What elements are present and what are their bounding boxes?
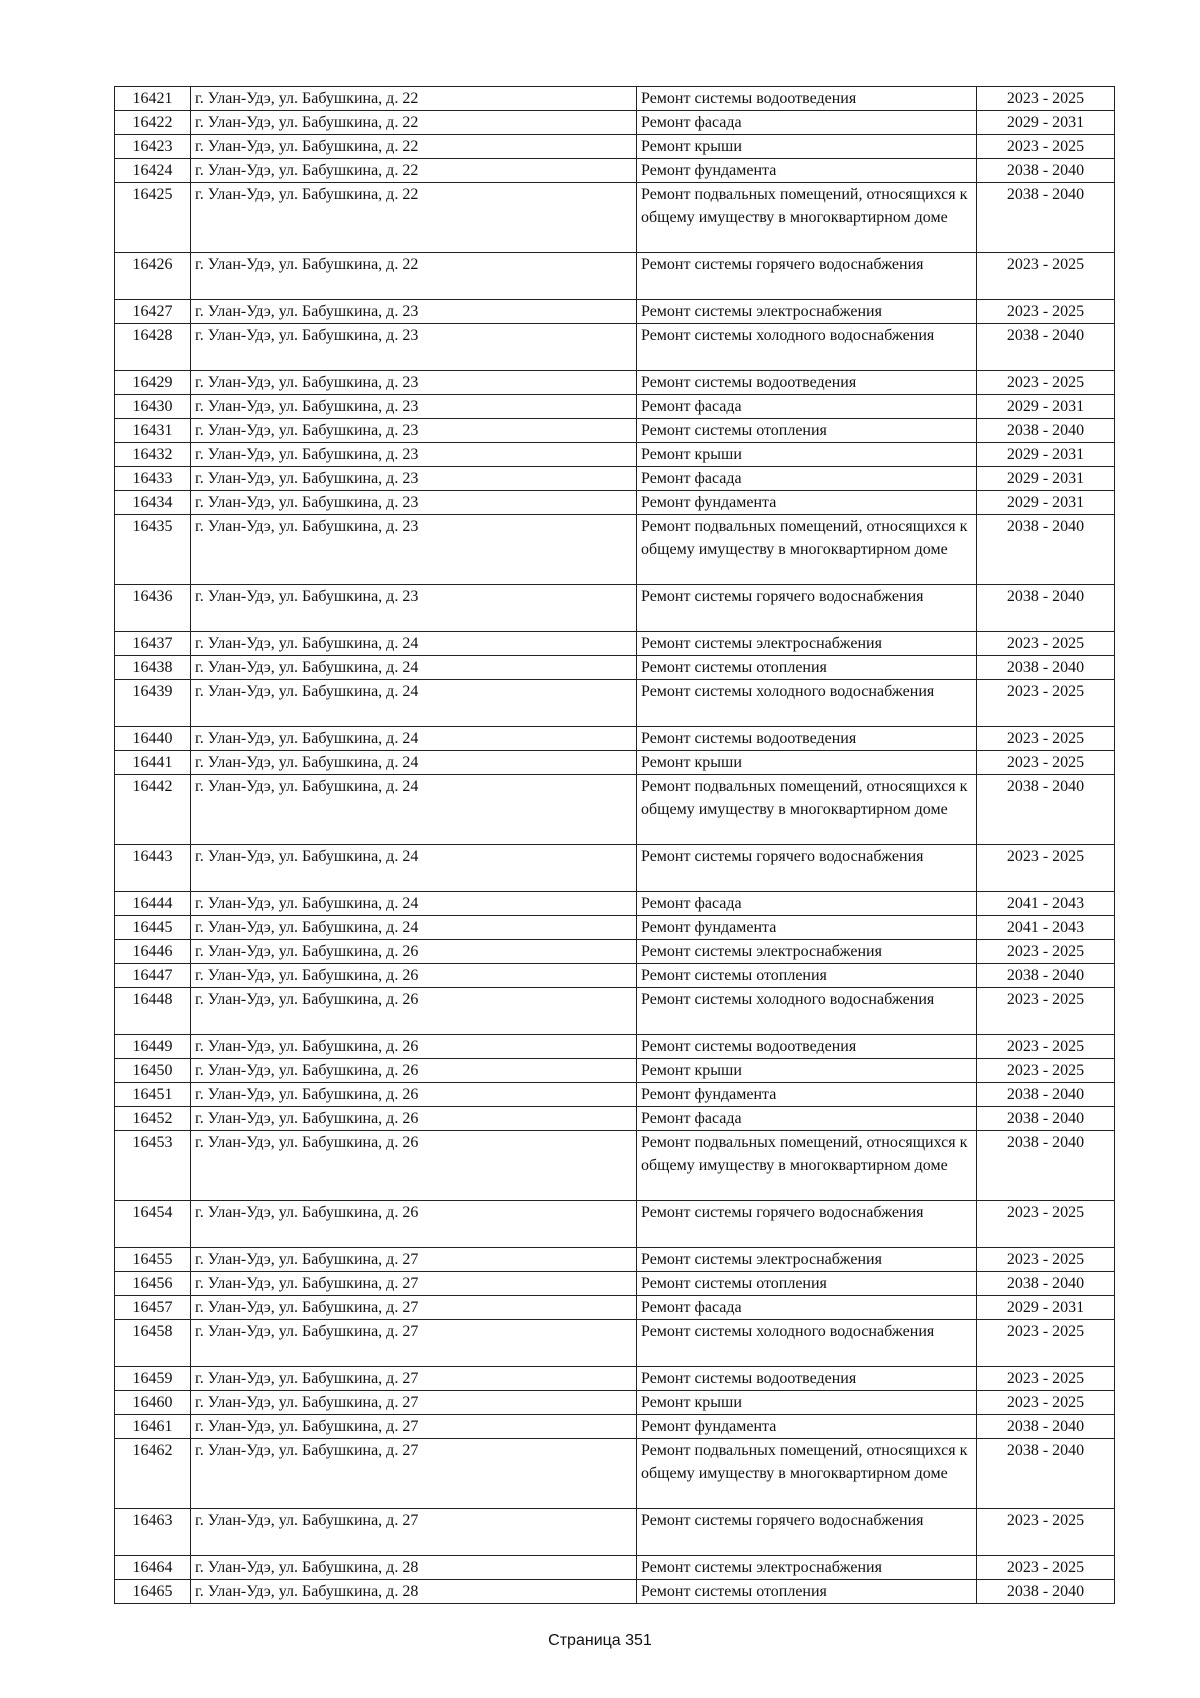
period-cell: 2023 - 2025 bbox=[977, 1248, 1115, 1272]
work-type-cell: Ремонт крыши bbox=[637, 751, 977, 775]
row-number-cell: 16438 bbox=[115, 656, 191, 680]
address-cell: г. Улан-Удэ, ул. Бабушкина, д. 27 bbox=[191, 1296, 637, 1320]
row-number-cell: 16436 bbox=[115, 585, 191, 632]
row-number-cell: 16449 bbox=[115, 1035, 191, 1059]
period-cell: 2029 - 2031 bbox=[977, 491, 1115, 515]
row-number-cell: 16423 bbox=[115, 135, 191, 159]
period-cell: 2023 - 2025 bbox=[977, 1201, 1115, 1248]
address-cell: г. Улан-Удэ, ул. Бабушкина, д. 28 bbox=[191, 1556, 637, 1580]
works-table-body bbox=[115, 87, 1115, 1604]
work-type-cell: Ремонт фундамента bbox=[637, 916, 977, 940]
row-number-cell: 16427 bbox=[115, 300, 191, 324]
table-row bbox=[115, 1391, 1115, 1415]
address-cell: г. Улан-Удэ, ул. Бабушкина, д. 26 bbox=[191, 1131, 637, 1201]
work-type-cell: Ремонт системы водоотведения bbox=[637, 1367, 977, 1391]
address-cell: г. Улан-Удэ, ул. Бабушкина, д. 26 bbox=[191, 964, 637, 988]
row-number-cell: 16432 bbox=[115, 443, 191, 467]
table-row bbox=[115, 632, 1115, 656]
row-number-cell: 16444 bbox=[115, 892, 191, 916]
address-cell: г. Улан-Удэ, ул. Бабушкина, д. 24 bbox=[191, 916, 637, 940]
row-number-cell: 16422 bbox=[115, 111, 191, 135]
table-row bbox=[115, 1415, 1115, 1439]
address-cell: г. Улан-Удэ, ул. Бабушкина, д. 26 bbox=[191, 1107, 637, 1131]
work-type-cell: Ремонт подвальных помещений, относящихся к общему имуществу в многоквартирном доме bbox=[637, 775, 977, 845]
table-row bbox=[115, 1509, 1115, 1556]
address-cell: г. Улан-Удэ, ул. Бабушкина, д. 27 bbox=[191, 1415, 637, 1439]
address-cell: г. Улан-Удэ, ул. Бабушкина, д. 24 bbox=[191, 892, 637, 916]
period-cell: 2038 - 2040 bbox=[977, 515, 1115, 585]
work-type-cell: Ремонт фундамента bbox=[637, 159, 977, 183]
period-cell: 2029 - 2031 bbox=[977, 111, 1115, 135]
row-number-cell: 16445 bbox=[115, 916, 191, 940]
row-number-cell: 16459 bbox=[115, 1367, 191, 1391]
work-type-cell: Ремонт системы водоотведения bbox=[637, 87, 977, 111]
work-type-cell: Ремонт системы отопления bbox=[637, 1272, 977, 1296]
table-row bbox=[115, 1320, 1115, 1367]
row-number-cell: 16439 bbox=[115, 680, 191, 727]
period-cell: 2023 - 2025 bbox=[977, 845, 1115, 892]
period-cell: 2041 - 2043 bbox=[977, 892, 1115, 916]
period-cell: 2023 - 2025 bbox=[977, 632, 1115, 656]
row-number-cell: 16463 bbox=[115, 1509, 191, 1556]
period-cell: 2029 - 2031 bbox=[977, 443, 1115, 467]
table-row bbox=[115, 1083, 1115, 1107]
work-type-cell: Ремонт системы электроснабжения bbox=[637, 300, 977, 324]
period-cell: 2038 - 2040 bbox=[977, 324, 1115, 371]
table-row bbox=[115, 159, 1115, 183]
table-row bbox=[115, 988, 1115, 1035]
address-cell: г. Улан-Удэ, ул. Бабушкина, д. 23 bbox=[191, 300, 637, 324]
table-row bbox=[115, 751, 1115, 775]
address-cell: г. Улан-Удэ, ул. Бабушкина, д. 22 bbox=[191, 159, 637, 183]
address-cell: г. Улан-Удэ, ул. Бабушкина, д. 23 bbox=[191, 395, 637, 419]
table-row bbox=[115, 111, 1115, 135]
row-number-cell: 16421 bbox=[115, 87, 191, 111]
work-type-cell: Ремонт фасада bbox=[637, 1296, 977, 1320]
work-type-cell: Ремонт системы водоотведения bbox=[637, 371, 977, 395]
work-type-cell: Ремонт крыши bbox=[637, 443, 977, 467]
table-row bbox=[115, 419, 1115, 443]
table-row bbox=[115, 515, 1115, 585]
address-cell: г. Улан-Удэ, ул. Бабушкина, д. 27 bbox=[191, 1272, 637, 1296]
table-row bbox=[115, 253, 1115, 300]
work-type-cell: Ремонт фасада bbox=[637, 1107, 977, 1131]
work-type-cell: Ремонт подвальных помещений, относящихся к общему имуществу в многоквартирном доме bbox=[637, 515, 977, 585]
table-row bbox=[115, 845, 1115, 892]
address-cell: г. Улан-Удэ, ул. Бабушкина, д. 27 bbox=[191, 1509, 637, 1556]
work-type-cell: Ремонт системы горячего водоснабжения bbox=[637, 585, 977, 632]
row-number-cell: 16448 bbox=[115, 988, 191, 1035]
work-type-cell: Ремонт системы горячего водоснабжения bbox=[637, 253, 977, 300]
work-type-cell: Ремонт системы горячего водоснабжения bbox=[637, 1201, 977, 1248]
work-type-cell: Ремонт фундамента bbox=[637, 1083, 977, 1107]
row-number-cell: 16429 bbox=[115, 371, 191, 395]
table-row bbox=[115, 1107, 1115, 1131]
address-cell: г. Улан-Удэ, ул. Бабушкина, д. 24 bbox=[191, 656, 637, 680]
address-cell: г. Улан-Удэ, ул. Бабушкина, д. 24 bbox=[191, 775, 637, 845]
period-cell: 2029 - 2031 bbox=[977, 395, 1115, 419]
period-cell: 2023 - 2025 bbox=[977, 1035, 1115, 1059]
work-type-cell: Ремонт системы отопления bbox=[637, 419, 977, 443]
work-type-cell: Ремонт системы отопления bbox=[637, 1580, 977, 1604]
table-row bbox=[115, 371, 1115, 395]
work-type-cell: Ремонт системы холодного водоснабжения bbox=[637, 680, 977, 727]
row-number-cell: 16454 bbox=[115, 1201, 191, 1248]
address-cell: г. Улан-Удэ, ул. Бабушкина, д. 27 bbox=[191, 1320, 637, 1367]
row-number-cell: 16447 bbox=[115, 964, 191, 988]
address-cell: г. Улан-Удэ, ул. Бабушкина, д. 26 bbox=[191, 940, 637, 964]
work-type-cell: Ремонт фундамента bbox=[637, 1415, 977, 1439]
address-cell: г. Улан-Удэ, ул. Бабушкина, д. 23 bbox=[191, 491, 637, 515]
address-cell: г. Улан-Удэ, ул. Бабушкина, д. 27 bbox=[191, 1439, 637, 1509]
address-cell: г. Улан-Удэ, ул. Бабушкина, д. 24 bbox=[191, 632, 637, 656]
period-cell: 2038 - 2040 bbox=[977, 419, 1115, 443]
address-cell: г. Улан-Удэ, ул. Бабушкина, д. 27 bbox=[191, 1248, 637, 1272]
work-type-cell: Ремонт системы горячего водоснабжения bbox=[637, 1509, 977, 1556]
period-cell: 2038 - 2040 bbox=[977, 1580, 1115, 1604]
work-type-cell: Ремонт фасада bbox=[637, 892, 977, 916]
table-row bbox=[115, 87, 1115, 111]
row-number-cell: 16428 bbox=[115, 324, 191, 371]
address-cell: г. Улан-Удэ, ул. Бабушкина, д. 23 bbox=[191, 515, 637, 585]
work-type-cell: Ремонт системы горячего водоснабжения bbox=[637, 845, 977, 892]
period-cell: 2023 - 2025 bbox=[977, 940, 1115, 964]
table-row bbox=[115, 1296, 1115, 1320]
address-cell: г. Улан-Удэ, ул. Бабушкина, д. 23 bbox=[191, 371, 637, 395]
period-cell: 2038 - 2040 bbox=[977, 1083, 1115, 1107]
work-type-cell: Ремонт системы электроснабжения bbox=[637, 1248, 977, 1272]
table-row bbox=[115, 395, 1115, 419]
period-cell: 2038 - 2040 bbox=[977, 1107, 1115, 1131]
work-type-cell: Ремонт подвальных помещений, относящихся к общему имуществу в многоквартирном доме bbox=[637, 1439, 977, 1509]
row-number-cell: 16456 bbox=[115, 1272, 191, 1296]
address-cell: г. Улан-Удэ, ул. Бабушкина, д. 26 bbox=[191, 1035, 637, 1059]
row-number-cell: 16455 bbox=[115, 1248, 191, 1272]
work-type-cell: Ремонт системы электроснабжения bbox=[637, 1556, 977, 1580]
address-cell: г. Улан-Удэ, ул. Бабушкина, д. 22 bbox=[191, 253, 637, 300]
period-cell: 2023 - 2025 bbox=[977, 371, 1115, 395]
address-cell: г. Улан-Удэ, ул. Бабушкина, д. 28 bbox=[191, 1580, 637, 1604]
page-number: Страница 351 bbox=[548, 1632, 652, 1649]
address-cell: г. Улан-Удэ, ул. Бабушкина, д. 26 bbox=[191, 1083, 637, 1107]
address-cell: г. Улан-Удэ, ул. Бабушкина, д. 22 bbox=[191, 183, 637, 253]
work-type-cell: Ремонт крыши bbox=[637, 135, 977, 159]
work-type-cell: Ремонт фасада bbox=[637, 467, 977, 491]
address-cell: г. Улан-Удэ, ул. Бабушкина, д. 26 bbox=[191, 988, 637, 1035]
table-row bbox=[115, 585, 1115, 632]
address-cell: г. Улан-Удэ, ул. Бабушкина, д. 22 bbox=[191, 135, 637, 159]
row-number-cell: 16425 bbox=[115, 183, 191, 253]
table-row bbox=[115, 135, 1115, 159]
row-number-cell: 16435 bbox=[115, 515, 191, 585]
period-cell: 2029 - 2031 bbox=[977, 467, 1115, 491]
works-table bbox=[114, 86, 1115, 1604]
work-type-cell: Ремонт системы отопления bbox=[637, 964, 977, 988]
period-cell: 2023 - 2025 bbox=[977, 988, 1115, 1035]
work-type-cell: Ремонт системы водоотведения bbox=[637, 727, 977, 751]
table-row bbox=[115, 656, 1115, 680]
work-type-cell: Ремонт подвальных помещений, относящихся к общему имуществу в многоквартирном доме bbox=[637, 1131, 977, 1201]
table-row bbox=[115, 680, 1115, 727]
work-type-cell: Ремонт системы электроснабжения bbox=[637, 940, 977, 964]
table-row bbox=[115, 1580, 1115, 1604]
row-number-cell: 16424 bbox=[115, 159, 191, 183]
work-type-cell: Ремонт фундамента bbox=[637, 491, 977, 515]
period-cell: 2038 - 2040 bbox=[977, 183, 1115, 253]
table-row bbox=[115, 1272, 1115, 1296]
row-number-cell: 16430 bbox=[115, 395, 191, 419]
period-cell: 2023 - 2025 bbox=[977, 135, 1115, 159]
work-type-cell: Ремонт крыши bbox=[637, 1391, 977, 1415]
period-cell: 2038 - 2040 bbox=[977, 159, 1115, 183]
table-row bbox=[115, 183, 1115, 253]
address-cell: г. Улан-Удэ, ул. Бабушкина, д. 26 bbox=[191, 1201, 637, 1248]
table-row bbox=[115, 1201, 1115, 1248]
period-cell: 2038 - 2040 bbox=[977, 1439, 1115, 1509]
work-type-cell: Ремонт фасада bbox=[637, 395, 977, 419]
row-number-cell: 16437 bbox=[115, 632, 191, 656]
table-row bbox=[115, 775, 1115, 845]
period-cell: 2023 - 2025 bbox=[977, 1509, 1115, 1556]
address-cell: г. Улан-Удэ, ул. Бабушкина, д. 23 bbox=[191, 467, 637, 491]
row-number-cell: 16431 bbox=[115, 419, 191, 443]
work-type-cell: Ремонт системы холодного водоснабжения bbox=[637, 324, 977, 371]
table-row bbox=[115, 1439, 1115, 1509]
table-row bbox=[115, 1059, 1115, 1083]
period-cell: 2023 - 2025 bbox=[977, 300, 1115, 324]
table-row bbox=[115, 964, 1115, 988]
row-number-cell: 16442 bbox=[115, 775, 191, 845]
row-number-cell: 16462 bbox=[115, 1439, 191, 1509]
work-type-cell: Ремонт системы холодного водоснабжения bbox=[637, 988, 977, 1035]
address-cell: г. Улан-Удэ, ул. Бабушкина, д. 23 bbox=[191, 324, 637, 371]
row-number-cell: 16457 bbox=[115, 1296, 191, 1320]
period-cell: 2023 - 2025 bbox=[977, 1556, 1115, 1580]
period-cell: 2023 - 2025 bbox=[977, 727, 1115, 751]
table-row bbox=[115, 1131, 1115, 1201]
table-row bbox=[115, 324, 1115, 371]
period-cell: 2038 - 2040 bbox=[977, 656, 1115, 680]
table-row bbox=[115, 727, 1115, 751]
row-number-cell: 16453 bbox=[115, 1131, 191, 1201]
row-number-cell: 16441 bbox=[115, 751, 191, 775]
address-cell: г. Улан-Удэ, ул. Бабушкина, д. 23 bbox=[191, 585, 637, 632]
row-number-cell: 16446 bbox=[115, 940, 191, 964]
address-cell: г. Улан-Удэ, ул. Бабушкина, д. 24 bbox=[191, 751, 637, 775]
table-row bbox=[115, 443, 1115, 467]
row-number-cell: 16461 bbox=[115, 1415, 191, 1439]
table-row bbox=[115, 940, 1115, 964]
period-cell: 2023 - 2025 bbox=[977, 87, 1115, 111]
address-cell: г. Улан-Удэ, ул. Бабушкина, д. 22 bbox=[191, 111, 637, 135]
table-row bbox=[115, 1367, 1115, 1391]
period-cell: 2038 - 2040 bbox=[977, 1131, 1115, 1201]
table-row bbox=[115, 300, 1115, 324]
table-row bbox=[115, 491, 1115, 515]
row-number-cell: 16452 bbox=[115, 1107, 191, 1131]
period-cell: 2038 - 2040 bbox=[977, 585, 1115, 632]
work-type-cell: Ремонт крыши bbox=[637, 1059, 977, 1083]
work-type-cell: Ремонт подвальных помещений, относящихся к общему имуществу в многоквартирном доме bbox=[637, 183, 977, 253]
table-row bbox=[115, 1035, 1115, 1059]
work-type-cell: Ремонт системы водоотведения bbox=[637, 1035, 977, 1059]
address-cell: г. Улан-Удэ, ул. Бабушкина, д. 27 bbox=[191, 1367, 637, 1391]
work-type-cell: Ремонт системы отопления bbox=[637, 656, 977, 680]
address-cell: г. Улан-Удэ, ул. Бабушкина, д. 23 bbox=[191, 443, 637, 467]
period-cell: 2023 - 2025 bbox=[977, 253, 1115, 300]
row-number-cell: 16434 bbox=[115, 491, 191, 515]
period-cell: 2041 - 2043 bbox=[977, 916, 1115, 940]
row-number-cell: 16450 bbox=[115, 1059, 191, 1083]
row-number-cell: 16451 bbox=[115, 1083, 191, 1107]
period-cell: 2038 - 2040 bbox=[977, 1272, 1115, 1296]
table-row bbox=[115, 467, 1115, 491]
work-type-cell: Ремонт системы холодного водоснабжения bbox=[637, 1320, 977, 1367]
address-cell: г. Улан-Удэ, ул. Бабушкина, д. 26 bbox=[191, 1059, 637, 1083]
row-number-cell: 16464 bbox=[115, 1556, 191, 1580]
work-type-cell: Ремонт системы электроснабжения bbox=[637, 632, 977, 656]
period-cell: 2023 - 2025 bbox=[977, 1391, 1115, 1415]
table-row bbox=[115, 1556, 1115, 1580]
row-number-cell: 16433 bbox=[115, 467, 191, 491]
period-cell: 2038 - 2040 bbox=[977, 775, 1115, 845]
address-cell: г. Улан-Удэ, ул. Бабушкина, д. 24 bbox=[191, 845, 637, 892]
row-number-cell: 16426 bbox=[115, 253, 191, 300]
period-cell: 2023 - 2025 bbox=[977, 751, 1115, 775]
period-cell: 2023 - 2025 bbox=[977, 1320, 1115, 1367]
period-cell: 2023 - 2025 bbox=[977, 680, 1115, 727]
row-number-cell: 16465 bbox=[115, 1580, 191, 1604]
row-number-cell: 16443 bbox=[115, 845, 191, 892]
period-cell: 2029 - 2031 bbox=[977, 1296, 1115, 1320]
address-cell: г. Улан-Удэ, ул. Бабушкина, д. 24 bbox=[191, 680, 637, 727]
table-row bbox=[115, 916, 1115, 940]
row-number-cell: 16460 bbox=[115, 1391, 191, 1415]
address-cell: г. Улан-Удэ, ул. Бабушкина, д. 22 bbox=[191, 87, 637, 111]
work-type-cell: Ремонт фасада bbox=[637, 111, 977, 135]
table-row bbox=[115, 892, 1115, 916]
row-number-cell: 16458 bbox=[115, 1320, 191, 1367]
table-row bbox=[115, 1248, 1115, 1272]
period-cell: 2038 - 2040 bbox=[977, 964, 1115, 988]
period-cell: 2038 - 2040 bbox=[977, 1415, 1115, 1439]
period-cell: 2023 - 2025 bbox=[977, 1367, 1115, 1391]
address-cell: г. Улан-Удэ, ул. Бабушкина, д. 24 bbox=[191, 727, 637, 751]
address-cell: г. Улан-Удэ, ул. Бабушкина, д. 23 bbox=[191, 419, 637, 443]
period-cell: 2023 - 2025 bbox=[977, 1059, 1115, 1083]
row-number-cell: 16440 bbox=[115, 727, 191, 751]
address-cell: г. Улан-Удэ, ул. Бабушкина, д. 27 bbox=[191, 1391, 637, 1415]
